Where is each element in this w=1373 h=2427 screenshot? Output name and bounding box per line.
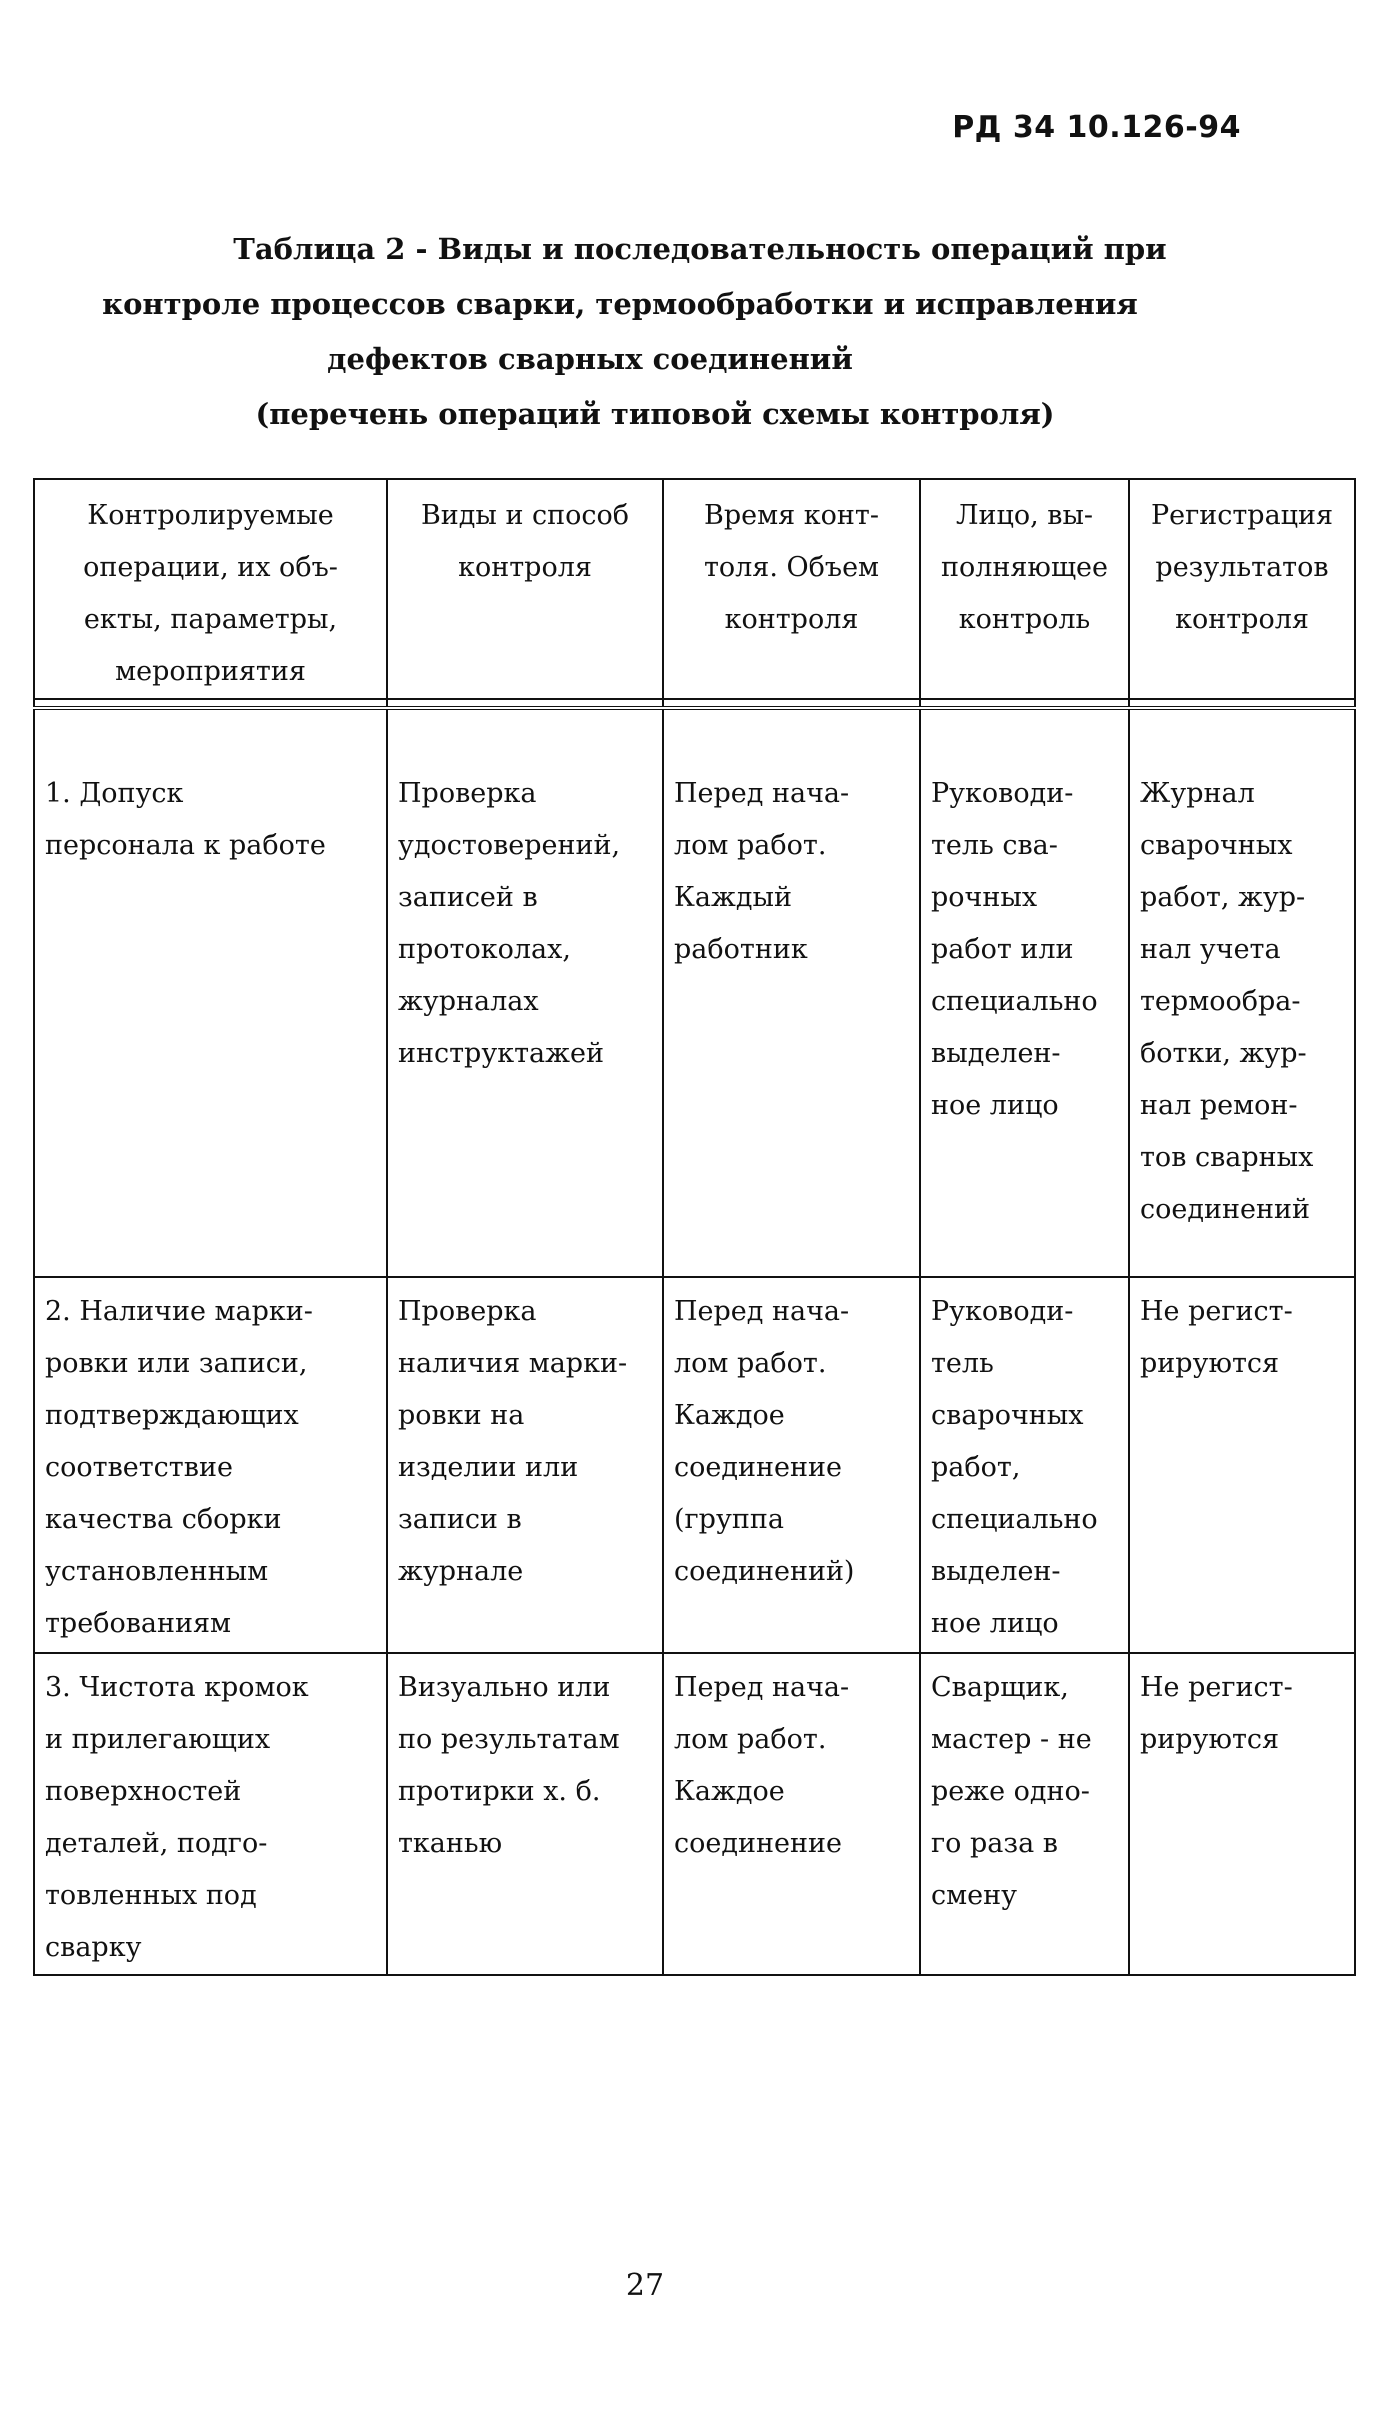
cell-line: смену (931, 1880, 1017, 1911)
header-line: Контролируемые (87, 500, 334, 531)
cell-line: соответствие (45, 1452, 233, 1483)
header-registration (1129, 479, 1355, 699)
control-operations-table (33, 478, 1356, 1976)
cell-line: персонала к работе (45, 830, 326, 861)
cell-line: работ или (931, 934, 1074, 965)
cell-line: работ, жур- (1140, 882, 1306, 913)
table-cell-registration (1129, 708, 1355, 1277)
separator-cell (34, 699, 387, 708)
header-line: Виды и способ (420, 500, 630, 531)
cell-line: специально (931, 986, 1098, 1017)
table-cell-control-type (387, 1277, 663, 1653)
cell-line: подтверждающих (45, 1400, 299, 1431)
table-row (34, 708, 1355, 1277)
table-cell-control-time (663, 1653, 920, 1975)
cell-line: го раза в (931, 1828, 1058, 1859)
header-line: операции, их объ- (83, 552, 338, 583)
cell-line: термообра- (1140, 986, 1301, 1017)
table-cell-responsible (920, 1653, 1129, 1975)
cell-line: рируются (1140, 1724, 1280, 1755)
cell-line: Перед нача- (674, 778, 850, 809)
header-line: контроля (724, 604, 859, 635)
cell-line: работ, (931, 1452, 1021, 1483)
cell-line: лом работ. (674, 1724, 827, 1755)
cell-line: Руководи- (931, 1296, 1074, 1327)
cell-line: соединение (674, 1828, 842, 1859)
cell-line: Руководи- (931, 778, 1074, 809)
cell-line: ное лицо (931, 1608, 1059, 1639)
cell-line: изделии или (398, 1452, 579, 1483)
cell-line: тканью (398, 1828, 503, 1859)
cell-line: нал ремон- (1140, 1090, 1298, 1121)
table-cell-control-type (387, 708, 663, 1277)
cell-line: установленным (45, 1556, 269, 1587)
header-line: Регистрация (1150, 500, 1334, 531)
header-controlled-operations (34, 479, 387, 699)
table-cell-responsible (920, 1277, 1129, 1653)
table-title-line: (перечень операций типовой схемы контроля) (255, 397, 1055, 431)
cell-line: ное лицо (931, 1090, 1059, 1121)
cell-line: Не регист- (1140, 1672, 1293, 1703)
header-control-type (387, 479, 663, 699)
cell-line: Журнал (1140, 778, 1255, 809)
cell-line: выделен- (931, 1556, 1061, 1587)
table-cell-control-time (663, 708, 920, 1277)
cell-line: специально (931, 1504, 1098, 1535)
cell-line: Каждое (674, 1400, 785, 1431)
cell-line: Перед нача- (674, 1672, 850, 1703)
header-separator-row (34, 699, 1355, 708)
header-line: контроля (458, 552, 592, 583)
table-cell-control-type (387, 1653, 663, 1975)
cell-line: протирки х. б. (398, 1776, 601, 1807)
cell-line: ровки на (398, 1400, 525, 1431)
cell-line: Каждый (674, 882, 792, 913)
cell-line: Не регист- (1140, 1296, 1293, 1327)
table-title-line: Таблица 2 - Виды и последовательность операций при (233, 232, 1167, 266)
cell-line: мастер - не (931, 1724, 1092, 1755)
separator-cell (1129, 699, 1355, 708)
table-cell-operation (34, 1653, 387, 1975)
cell-line: инструктажей (398, 1038, 604, 1069)
table-row (34, 1277, 1355, 1653)
cell-line: Каждое (674, 1776, 785, 1807)
cell-line: сварочных (931, 1400, 1084, 1431)
cell-line: журнале (398, 1556, 524, 1587)
header-line: контроль (958, 604, 1091, 635)
cell-line: протоколах, (398, 934, 571, 965)
table-cell-operation (34, 1277, 387, 1653)
cell-line: (группа (674, 1504, 784, 1535)
table-cell-control-time (663, 1277, 920, 1653)
cell-line: записи в (398, 1504, 522, 1535)
header-line: Лицо, вы- (955, 500, 1094, 531)
separator-cell (663, 699, 920, 708)
document-code: РД 34 10.126-94 (952, 110, 1241, 145)
header-line: полняющее (941, 552, 1108, 583)
table-cell-responsible (920, 708, 1129, 1277)
header-responsible-person (920, 479, 1129, 699)
cell-line: соединение (674, 1452, 842, 1483)
cell-line: сварку (45, 1932, 142, 1963)
table-cell-operation (34, 708, 387, 1277)
cell-line: поверхностей (45, 1776, 242, 1807)
table-header-row (34, 479, 1355, 699)
cell-line: рочных (931, 882, 1038, 913)
separator-cell (920, 699, 1129, 708)
cell-line: 2. Наличие марки- (45, 1296, 313, 1327)
separator-cell (387, 699, 663, 708)
cell-line: выделен- (931, 1038, 1061, 1069)
cell-line: журналах (398, 986, 539, 1017)
header-line: контроля (1175, 604, 1309, 635)
cell-line: лом работ. (674, 1348, 827, 1379)
cell-line: тов сварных (1140, 1142, 1314, 1173)
cell-line: требованиям (45, 1608, 232, 1639)
cell-line: записей в (398, 882, 538, 913)
cell-line: тель (931, 1348, 994, 1379)
table-row (34, 1653, 1355, 1975)
header-line: Время конт- (704, 500, 879, 531)
table-cell-registration (1129, 1653, 1355, 1975)
cell-line: 1. Допуск (45, 778, 184, 809)
cell-line: деталей, подго- (45, 1828, 268, 1859)
cell-line: нал учета (1140, 934, 1281, 965)
cell-line: реже одно- (931, 1776, 1090, 1807)
table-title-line: дефектов сварных соединений (327, 342, 853, 376)
cell-line: тель сва- (931, 830, 1058, 861)
cell-line: соединений (1140, 1194, 1310, 1225)
cell-line: лом работ. (674, 830, 827, 861)
cell-line: качества сборки (45, 1504, 282, 1535)
cell-line: Визуально или (398, 1672, 611, 1703)
table-cell-registration (1129, 1277, 1355, 1653)
cell-line: товленных под (45, 1880, 257, 1911)
cell-line: и прилегающих (45, 1724, 271, 1755)
cell-line: сварочных (1140, 830, 1293, 861)
table-title-line: контроле процессов сварки, термообработки и исправления (102, 287, 1138, 321)
page-number: 27 (625, 2268, 665, 2303)
cell-line: ботки, жур- (1140, 1038, 1307, 1069)
cell-line: Перед нача- (674, 1296, 850, 1327)
header-line: мероприятия (115, 656, 306, 687)
header-line: результатов (1155, 552, 1329, 583)
cell-line: наличия марки- (398, 1348, 628, 1379)
cell-line: 3. Чистота кромок (45, 1672, 309, 1703)
cell-line: Сварщик, (931, 1672, 1069, 1703)
cell-line: рируются (1140, 1348, 1280, 1379)
cell-line: работник (674, 934, 808, 965)
header-line: екты, параметры, (83, 604, 338, 635)
cell-line: соединений) (674, 1556, 855, 1587)
header-line: толя. Объем (703, 552, 880, 583)
cell-line: ровки или записи, (45, 1348, 308, 1379)
cell-line: удостоверений, (398, 830, 621, 861)
cell-line: по результатам (398, 1724, 620, 1755)
header-control-time (663, 479, 920, 699)
cell-line: Проверка (398, 778, 537, 809)
table-title (100, 222, 1200, 442)
cell-line: Проверка (398, 1296, 537, 1327)
